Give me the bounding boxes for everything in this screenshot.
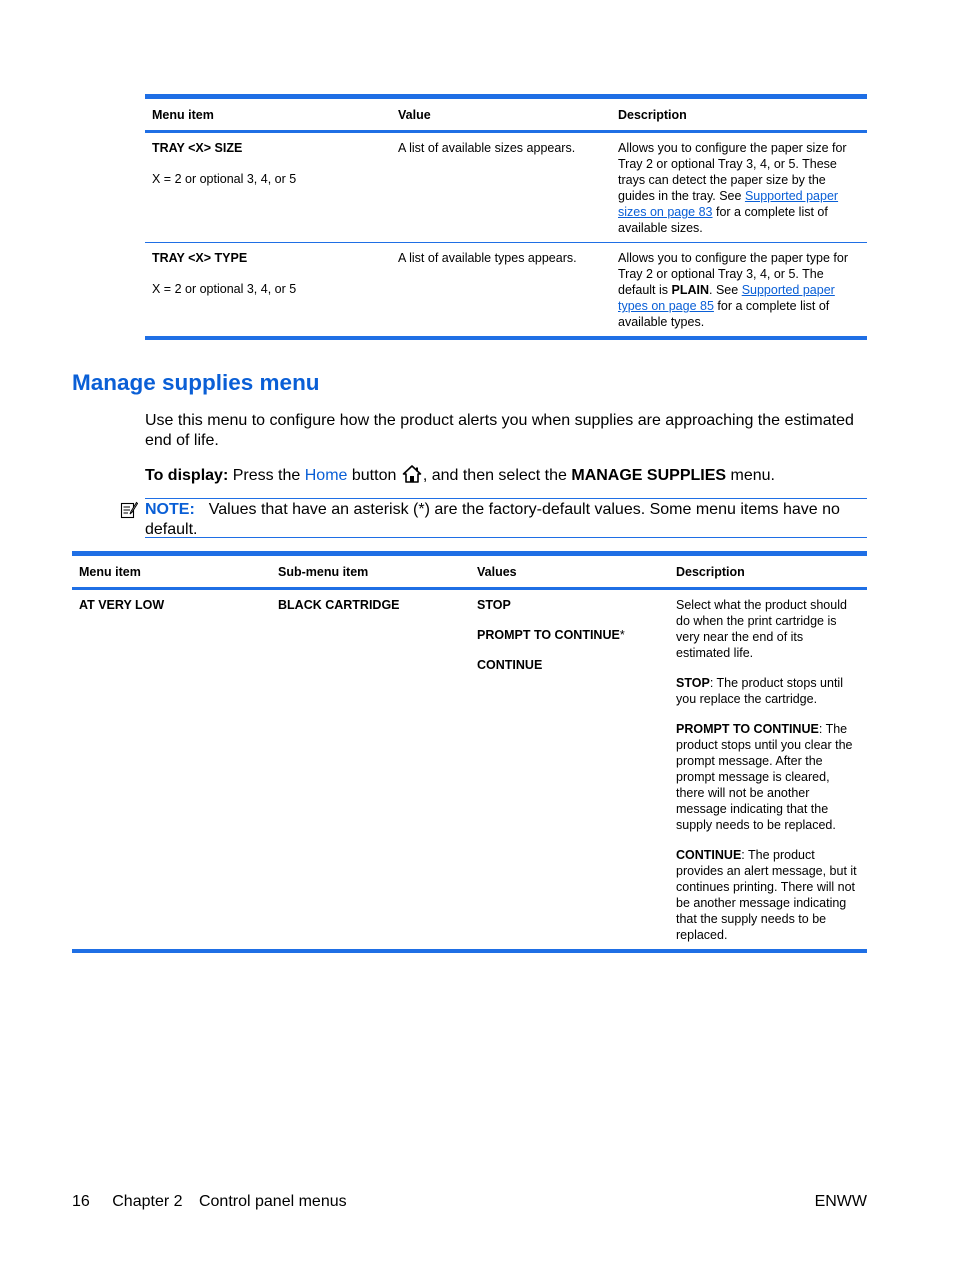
note-text: Values that have an asterisk (*) are the factory-default values. Some menu items have no default. [145, 501, 840, 538]
values-cell [470, 589, 669, 952]
menu-item-label: TRAY <X> SIZE [152, 141, 243, 155]
instruction-text: button [347, 467, 401, 484]
value-option-default [477, 627, 662, 643]
menu-item-cell [145, 132, 391, 243]
chapter-title: Control panel menus [198, 1193, 347, 1210]
intro-paragraph: Use this menu to configure how the product alerts you when supplies are approaching the estimated end of life. [145, 412, 854, 449]
page-number: 16 [72, 1193, 90, 1210]
supported-paper-sizes-link[interactable]: Supported paper sizes on page 83 [618, 189, 839, 219]
column-header-description: Description [676, 565, 745, 579]
menu-item-note: X = 2 or optional 3, 4, or 5 [152, 282, 297, 296]
description-cell [611, 132, 867, 243]
menu-item-cell: AT VERY LOW [79, 598, 165, 612]
description-text: Allows you to configure the paper size for Tray 2 or optional Tray 3, 4, or 5. These trays can detect the paper size by the guides in the tray. See [618, 141, 847, 203]
description-term: PROMPT TO CONTINUE [676, 722, 819, 736]
table-row [145, 132, 867, 243]
home-icon [402, 464, 422, 484]
description-text: . See [709, 283, 742, 297]
column-header-menu-item: Menu item [152, 108, 214, 122]
home-button-label: Home [304, 467, 348, 484]
description-text: for a complete list of available types. [618, 299, 830, 329]
column-header-menu-item: Menu item [79, 565, 141, 579]
instruction-text: , and then select the [422, 467, 572, 484]
value-option: PROMPT TO CONTINUE [477, 628, 620, 642]
table-row [145, 243, 867, 339]
note-callout [120, 498, 867, 540]
instruction-text: menu. [726, 467, 775, 484]
description-text: Allows you to configure the paper type for Tray 2 or optional Tray 3, 4, or 5. The default is [618, 251, 848, 297]
value-option: STOP [477, 598, 511, 612]
manage-supplies-menu-name: MANAGE SUPPLIES [571, 467, 727, 484]
description-text: for a complete list of available sizes. [618, 205, 828, 235]
menu-item-label: TRAY <X> TYPE [152, 251, 248, 265]
menu-item-cell [145, 243, 391, 339]
column-header-submenu-item: Sub-menu item [278, 565, 369, 579]
menu-item-note: X = 2 or optional 3, 4, or 5 [152, 172, 297, 186]
chapter-label: Chapter 2 [112, 1193, 183, 1210]
column-header-value: Value [398, 108, 431, 122]
value-option: CONTINUE [477, 658, 543, 672]
instruction-text: Press the [228, 467, 305, 484]
display-instructions [145, 464, 867, 486]
table-header-row [72, 554, 867, 589]
section-heading: Manage supplies menu [72, 370, 320, 395]
page-footer [72, 1193, 867, 1213]
value-cell: A list of available types appears. [398, 251, 577, 265]
description-term: STOP [676, 676, 710, 690]
tray-settings-table [145, 94, 867, 340]
footer-right-label: ENWW [814, 1193, 867, 1210]
note-text-box [145, 498, 867, 538]
table-row [72, 589, 867, 952]
default-marker: * [619, 628, 625, 642]
column-header-values: Values [477, 565, 517, 579]
description-item [676, 675, 860, 707]
description-text: : The product provides an alert message, but it continues printing. There will not be another message indicating that the supply needs to be replaced. [676, 848, 857, 942]
description-text: : The product stops until you replace the cartridge. [676, 676, 843, 706]
description-term: CONTINUE [676, 848, 742, 862]
manage-supplies-table [72, 551, 867, 953]
description-cell [669, 589, 867, 952]
description-cell [611, 243, 867, 339]
description-text: : The product stops until you clear the prompt message. After the prompt message is cleared, there will not be another message indicating that the supply needs to be replaced. [676, 722, 853, 832]
description-item [676, 847, 860, 943]
note-label: NOTE: [145, 501, 195, 518]
footer-left [72, 1193, 365, 1211]
description-intro: Select what the product should do when the print cartridge is very near the end of its estimated life. [676, 598, 847, 660]
column-header-description: Description [618, 108, 687, 122]
submenu-item-cell: BLACK CARTRIDGE [278, 598, 400, 612]
description-item [676, 721, 860, 833]
display-label: To display: [145, 467, 229, 484]
supported-paper-types-link[interactable]: Supported paper types on page 85 [618, 283, 835, 313]
table-header-row [145, 97, 867, 132]
value-cell: A list of available sizes appears. [398, 141, 576, 155]
default-value: PLAIN [671, 283, 710, 297]
note-icon [120, 501, 138, 519]
